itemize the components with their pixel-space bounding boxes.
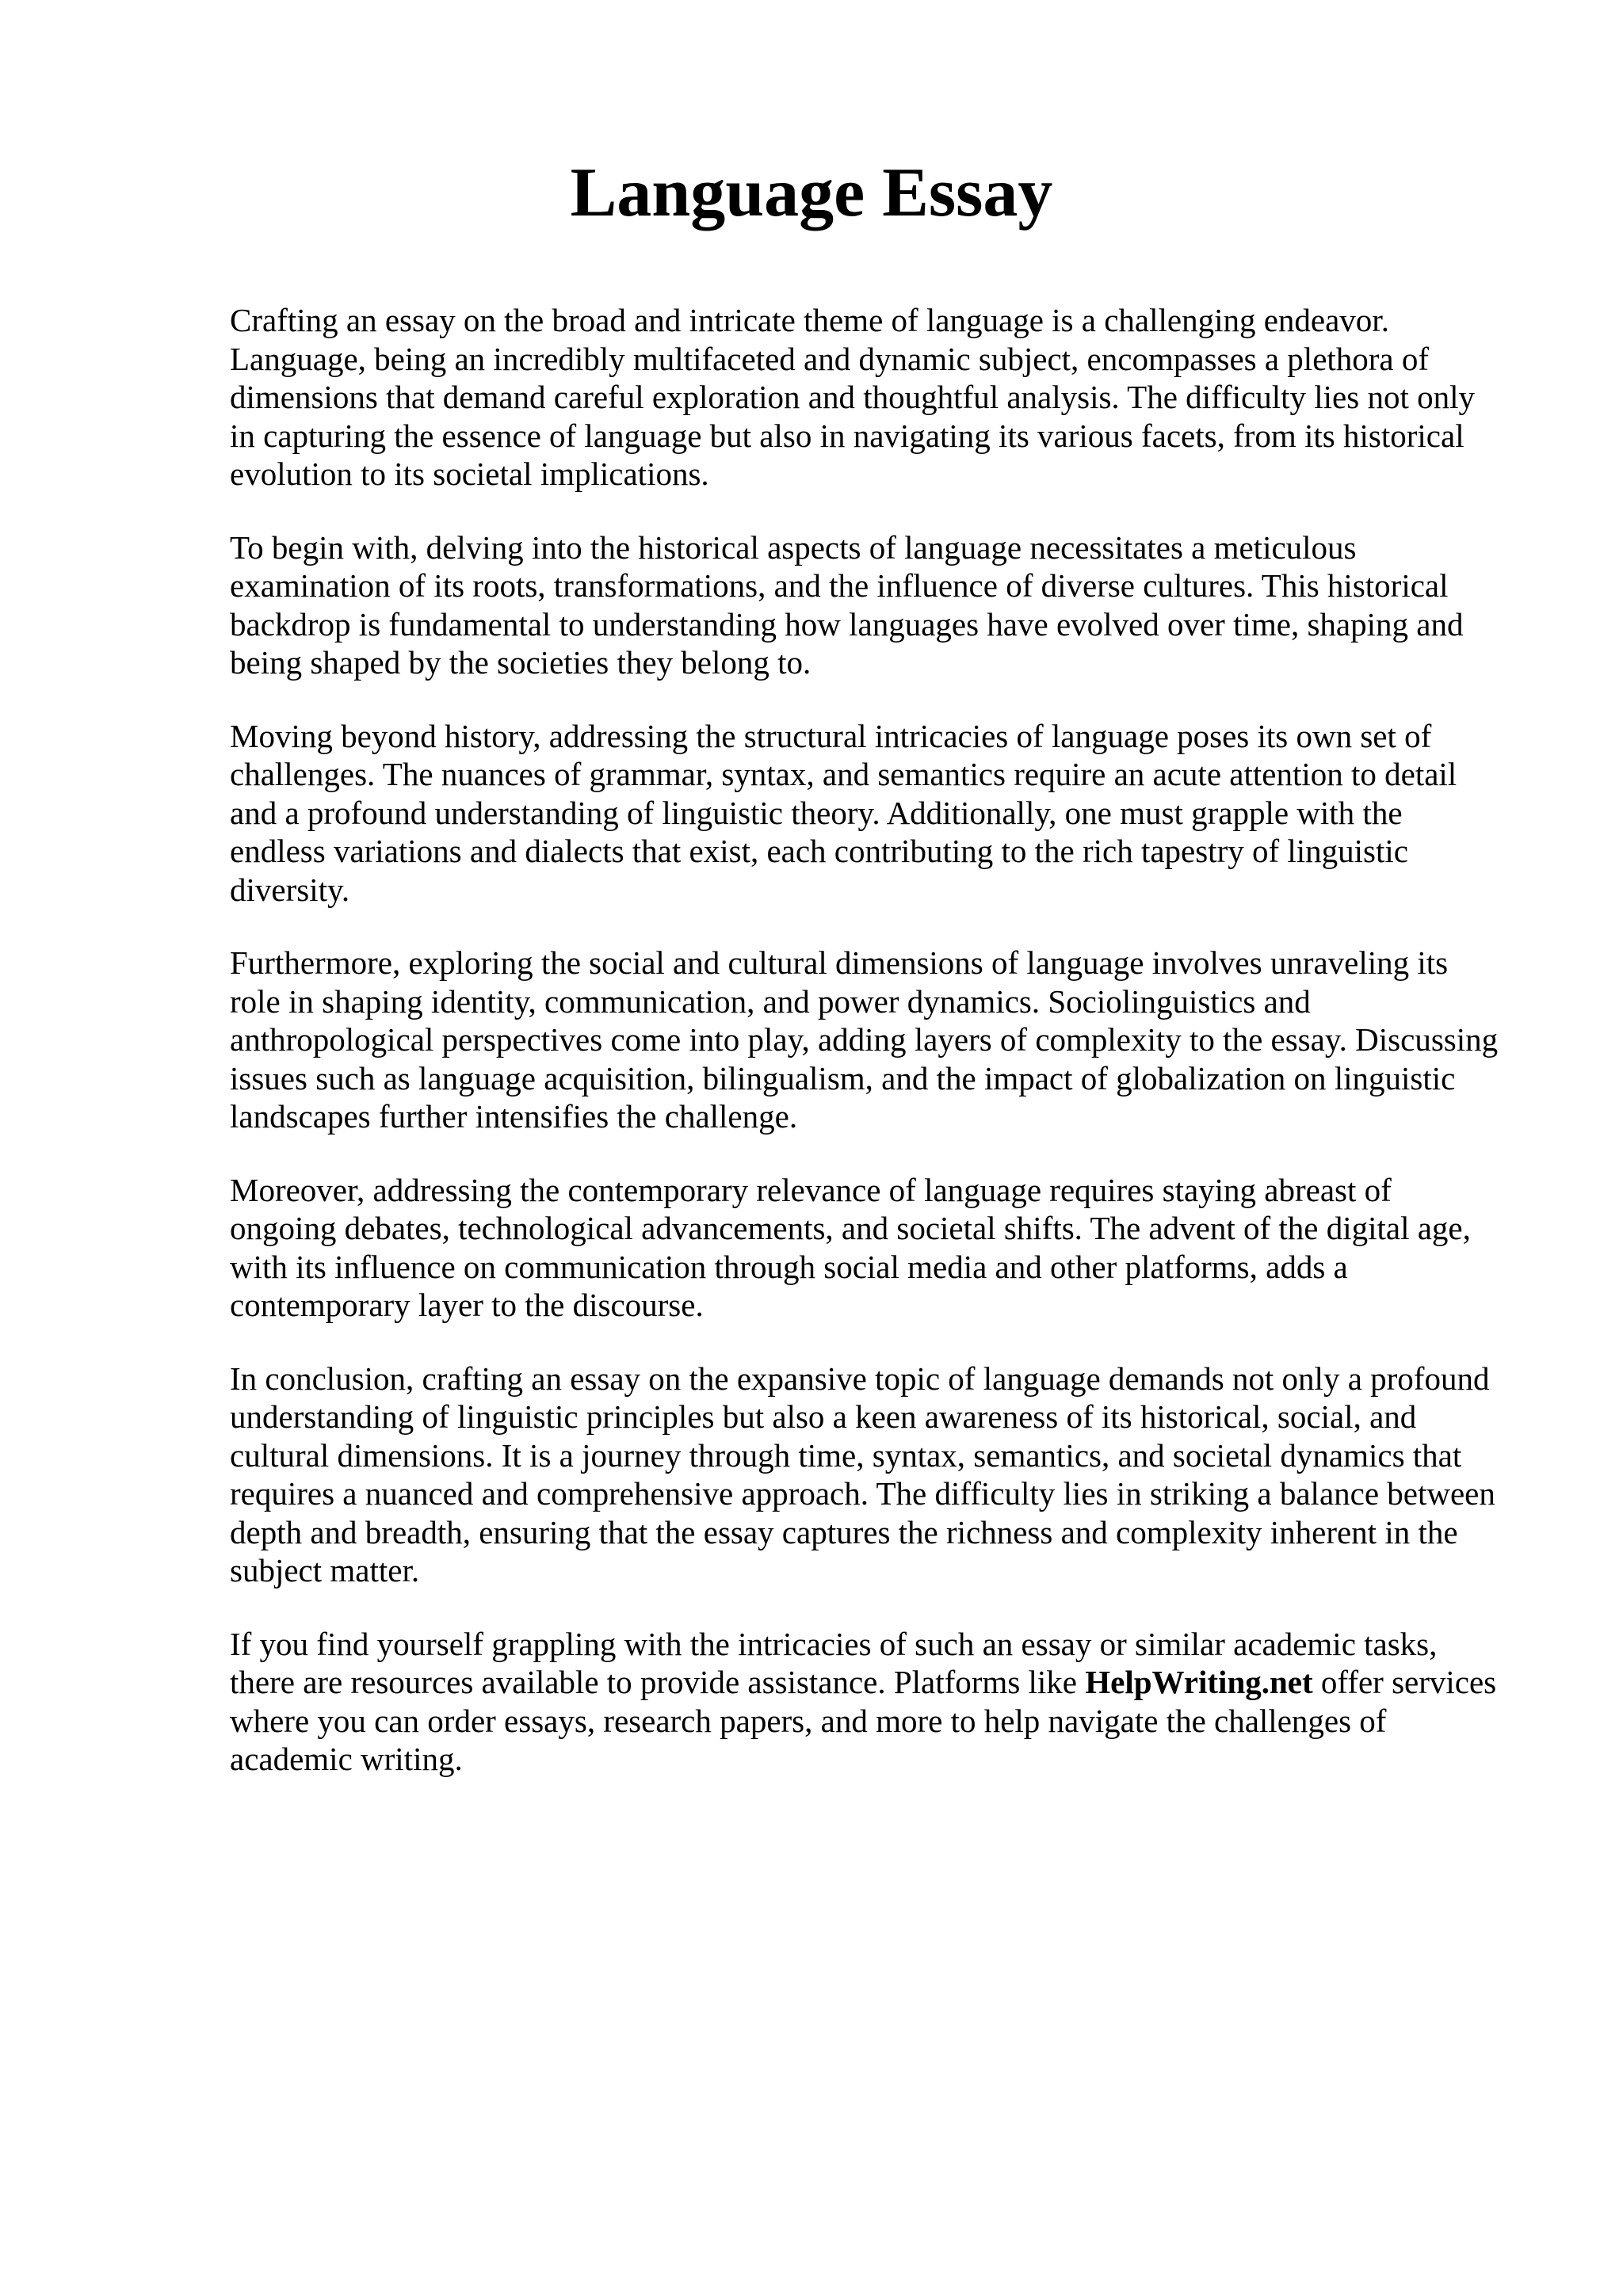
paragraph-line: being shaped by the societies they belong to.	[230, 644, 812, 681]
paragraph-4	[230, 944, 1522, 1136]
paragraph-line: examination of its roots, transformations, and the influence of diverse cultures. This historical	[230, 567, 1449, 604]
closing-text-before-link: there are resources available to provide assistance. Platforms like	[230, 1664, 1086, 1700]
paragraph-line: landscapes further intensifies the challenge.	[230, 1098, 798, 1135]
document-body	[230, 301, 1522, 1814]
paragraph-line: evolution to its societal implications.	[230, 456, 709, 492]
paragraph-line: challenges. The nuances of grammar, syntax, and semantics require an acute attention to detail	[230, 756, 1457, 792]
paragraph-line: Furthermore, exploring the social and cultural dimensions of language involves unraveling its	[230, 944, 1449, 981]
paragraph-line: requires a nuanced and comprehensive approach. The difficulty lies in striking a balance between	[230, 1475, 1495, 1512]
paragraph-line: subject matter.	[230, 1552, 420, 1589]
paragraph-line: dimensions that demand careful exploration and thoughtful analysis. The difficulty lies not only	[230, 379, 1475, 415]
paragraph-line: diversity.	[230, 871, 350, 908]
paragraph-line: To begin with, delving into the historical aspects of language necessitates a meticulous	[230, 528, 1357, 566]
paragraph-line: where you can order essays, research papers, and more to help navigate the challenges of	[230, 1702, 1387, 1739]
paragraph-line: If you find yourself grappling with the intricacies of such an essay or similar academic tasks,	[230, 1625, 1438, 1662]
paragraph-6	[230, 1360, 1522, 1590]
paragraph-line: in capturing the essence of language but also in navigating its various facets, from its historical	[230, 417, 1465, 454]
paragraph-5	[230, 1171, 1522, 1325]
paragraph-1	[230, 301, 1522, 494]
paragraph-line: Crafting an essay on the broad and intricate theme of language is a challenging endeavor.	[230, 302, 1389, 338]
paragraph-3	[230, 717, 1522, 910]
paragraph-line	[230, 1663, 1522, 1702]
paragraph-line: depth and breadth, ensuring that the essay captures the richness and complexity inherent in the	[230, 1513, 1458, 1550]
paragraph-line: In conclusion, crafting an essay on the expansive topic of language demands not only a profound	[230, 1360, 1490, 1397]
paragraph-line: Moreover, addressing the contemporary relevance of language requires staying abreast of	[230, 1171, 1392, 1208]
paragraph-2	[230, 528, 1522, 682]
paragraph-line: academic writing.	[230, 1741, 463, 1777]
paragraph-line: anthropological perspectives come into play, adding layers of complexity to the essay. Discussing	[230, 1021, 1499, 1058]
paragraph-line: Moving beyond history, addressing the structural intricacies of language poses its own set of	[230, 717, 1432, 754]
helpwriting-link[interactable]: HelpWriting.net	[1085, 1664, 1313, 1700]
paragraph-line: cultural dimensions. It is a journey through time, syntax, semantics, and societal dynamics that	[230, 1436, 1462, 1474]
paragraph-line: and a profound understanding of linguistic theory. Additionally, one must grapple with the	[230, 794, 1403, 831]
paragraph-line: with its influence on communication through social media and other platforms, adds a	[230, 1248, 1348, 1285]
paragraph-line: Language, being an incredibly multifaceted and dynamic subject, encompasses a plethora of	[230, 340, 1430, 377]
paragraph-line: endless variations and dialects that exist, each contributing to the rich tapestry of linguistic	[230, 833, 1408, 869]
paragraph-line: role in shaping identity, communication, and power dynamics. Sociolinguistics and	[230, 982, 1311, 1020]
paragraph-line: backdrop is fundamental to understanding how languages have evolved over time, shaping and	[230, 605, 1464, 643]
paragraph-line: understanding of linguistic principles but also a keen awareness of its historical, social, and	[230, 1398, 1417, 1435]
document-title: Language Essay	[570, 154, 1053, 231]
paragraph-line: contemporary layer to the discourse.	[230, 1287, 704, 1323]
closing-text-after-link: offer services	[1312, 1664, 1497, 1700]
closing-paragraph	[230, 1625, 1522, 1779]
paragraph-line: issues such as language acquisition, bilingualism, and the impact of globalization on linguistic	[230, 1059, 1456, 1097]
paragraph-line: ongoing debates, technological advancements, and societal shifts. The advent of the digital age,	[230, 1210, 1471, 1246]
